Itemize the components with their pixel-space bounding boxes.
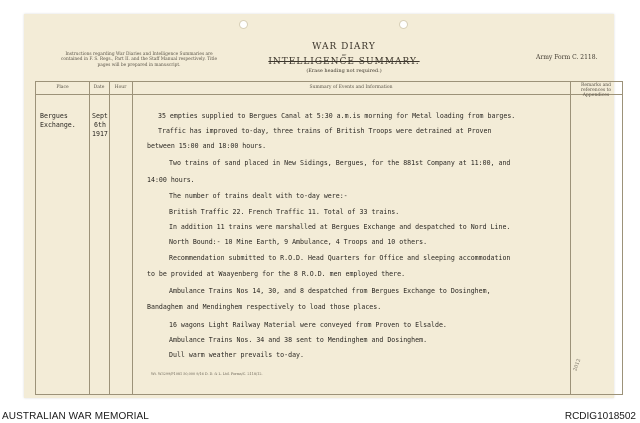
entry-line: Recommendation submitted to R.O.D. Head Quarters for Office and sleeping accommodation [169,254,511,262]
entry-line: 35 empties supplied to Bergues Canal at 5:30 a.m.is morning for Metal loading from barges. [158,112,516,120]
date-line-1: Sept [92,112,108,120]
header-divider [36,94,622,95]
header-summary: Summary of Events and Information [309,85,393,90]
entry-line: Ambulance Trains Nos. 34 and 38 sent to Mendinghem and Dosinghem. [169,336,428,344]
entry-line: The number of trains dealt with to-day were:- [169,192,348,200]
title-war-diary: WAR DIARY [312,42,376,52]
form-instructions: Instructions regarding War Diaries and Intelligence Summaries are contained in F. S. Regs., Part II. and the Staff Manual respectively. Title pages will be prepared in manuscript. [60,52,217,68]
entry-line: Ambulance Trains Nos 14, 30, and 8 despatched from Bergues Exchange to Dosinghem, [169,287,491,295]
entry-line: Two trains of sand placed in New Sidings, Bergues, for the 881st Company at 11:00, and [169,159,511,167]
column-divider [570,82,571,394]
entry-line: between 15:00 and 18:00 hours. [147,142,267,150]
entry-line: Bandaghem and Mendinghem respectively to load those places. [147,303,382,311]
entry-line: Dull warm weather prevails to-day. [169,351,304,359]
date-line-3: 1917 [92,130,108,138]
date-line-2: 6th [94,121,106,129]
corner-mark: 2012 [572,357,583,373]
entry-line: British Traffic 22. French Traffic 11. Total of 33 trains. [169,208,400,216]
entry-line: 16 wagons Light Railway Material were conveyed from Proven to Elsalde. [169,321,447,329]
archive-id: RCDIG1018502 [564,411,636,422]
place-line-1: Bergues [40,112,68,120]
column-divider [132,82,133,394]
entry-line: 14:00 hours. [147,176,195,184]
punch-hole [399,20,408,29]
header-hour: Hour [114,85,127,90]
entry-line: Traffic has improved to-day, three trains of British Troops were detrained at Proven [158,127,492,135]
header-place: Place [56,85,69,90]
header-remarks: Remarks and references to Appendices [580,83,612,98]
entry-line: In addition 11 trains were marshalled at Bergues Exchange and despatched to Nord Line. [169,223,511,231]
column-divider [109,82,110,394]
army-form-number: Army Form C. 2118. [536,54,598,61]
document-title [244,42,444,74]
entry-line: to be provided at Waayenberg for the 8 R.O.D. men employed there. [147,270,406,278]
diary-table [35,81,623,395]
punch-hole [239,20,248,29]
column-divider [89,82,90,394]
place-line-2: Exchange. [40,121,76,129]
title-intelligence-summary: INTELLIGENCE SUMMARY. [268,57,420,67]
title-erase-note: (Erase heading not required.) [306,68,382,74]
archive-credit: AUSTRALIAN WAR MEMORIAL [2,411,149,422]
form-footer: Wt. W3299/P1081 50,000 9/16 D. D. & L. Ltd. Forms/C. 2118/12. [151,372,263,376]
title-or: or [341,52,347,57]
header-date: Date [93,85,105,90]
entry-line: North Bound:- 10 Mine Earth, 9 Ambulance, 4 Troops and 10 others. [169,238,428,246]
